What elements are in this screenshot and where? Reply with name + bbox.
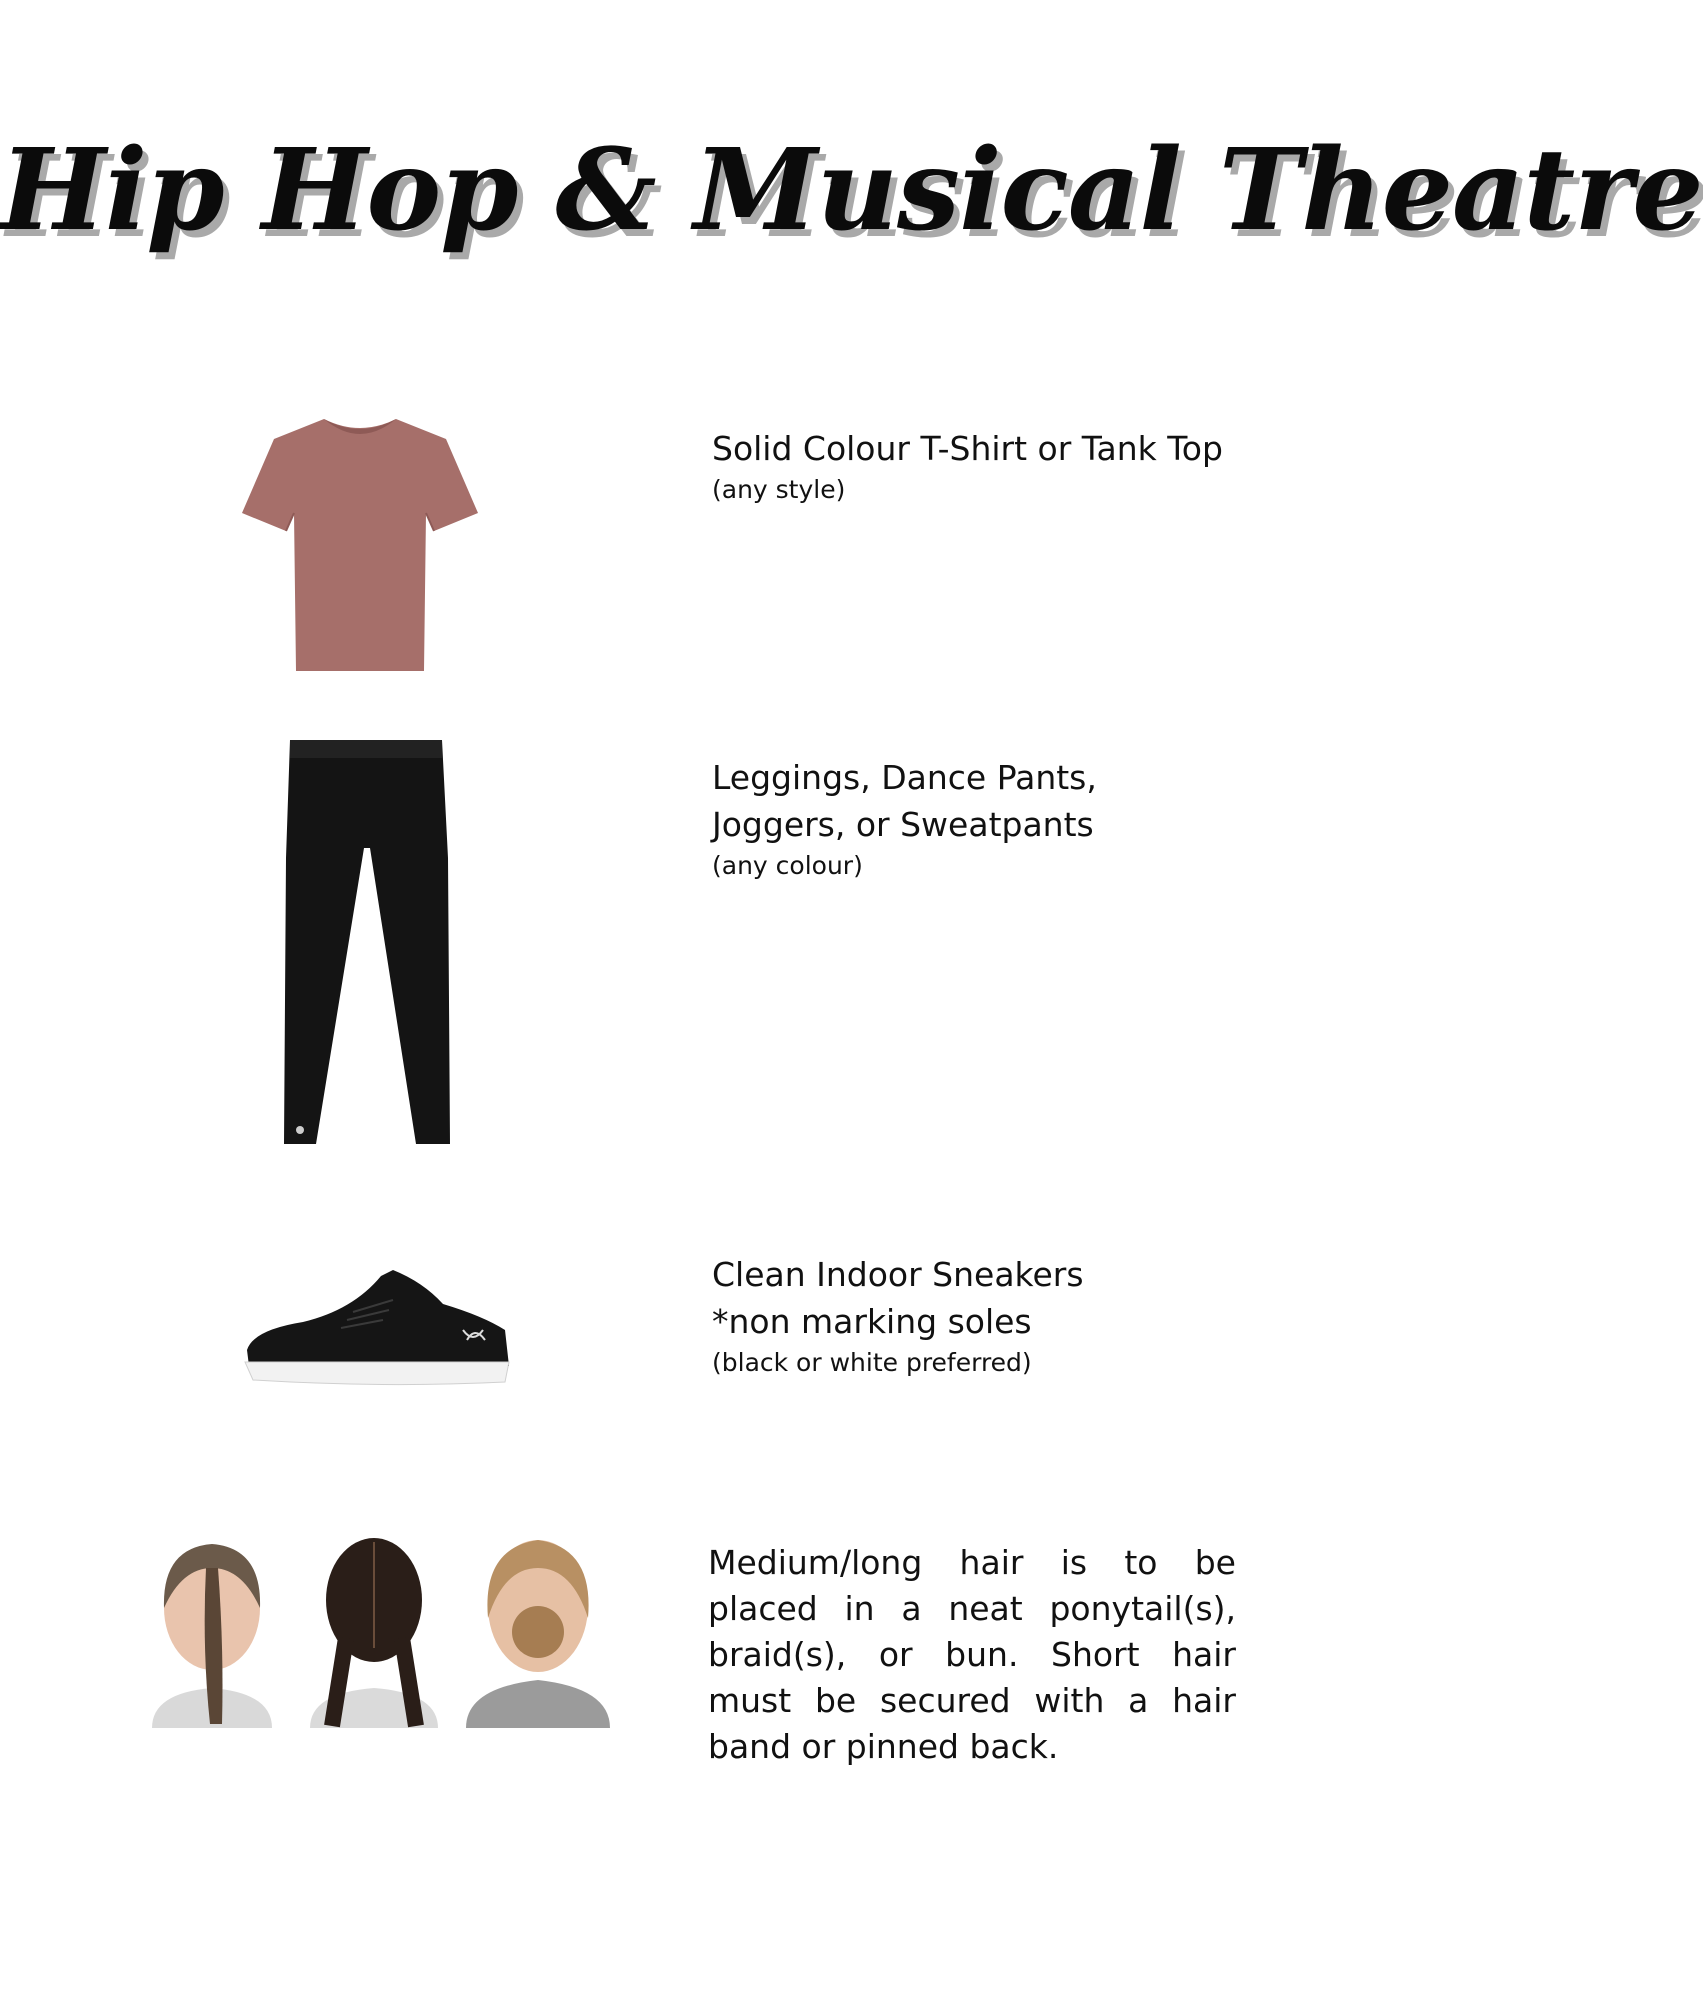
sneaker-icon <box>243 1270 511 1388</box>
braids-photo <box>298 1528 450 1728</box>
shirt-note: (any style) <box>712 475 846 504</box>
bun-photo <box>458 1528 618 1728</box>
t-shirt-icon <box>238 415 482 673</box>
hair-instructions: Medium/long hair is to be placed in a neat ponytail(s), braid(s), or bun. Short hair must be secured with a hair band or pinned back. <box>708 1543 1236 1766</box>
ponytail-photo <box>132 1528 290 1728</box>
pants-note: (any colour) <box>712 851 863 880</box>
pants-label-2: Joggers, or Sweatpants <box>712 805 1094 844</box>
sneaker-note: (black or white preferred) <box>712 1348 1032 1377</box>
hairstyles-icon <box>132 1528 618 1728</box>
pants-icon <box>280 738 452 1146</box>
shirt-label: Solid Colour T-Shirt or Tank Top <box>712 429 1223 468</box>
sneaker-label-2: *non marking soles <box>712 1302 1032 1341</box>
sneaker-label-1: Clean Indoor Sneakers <box>712 1255 1084 1294</box>
pants-label-1: Leggings, Dance Pants, <box>712 758 1097 797</box>
page-title: Hip Hop & Musical Theatre <box>0 125 1703 256</box>
